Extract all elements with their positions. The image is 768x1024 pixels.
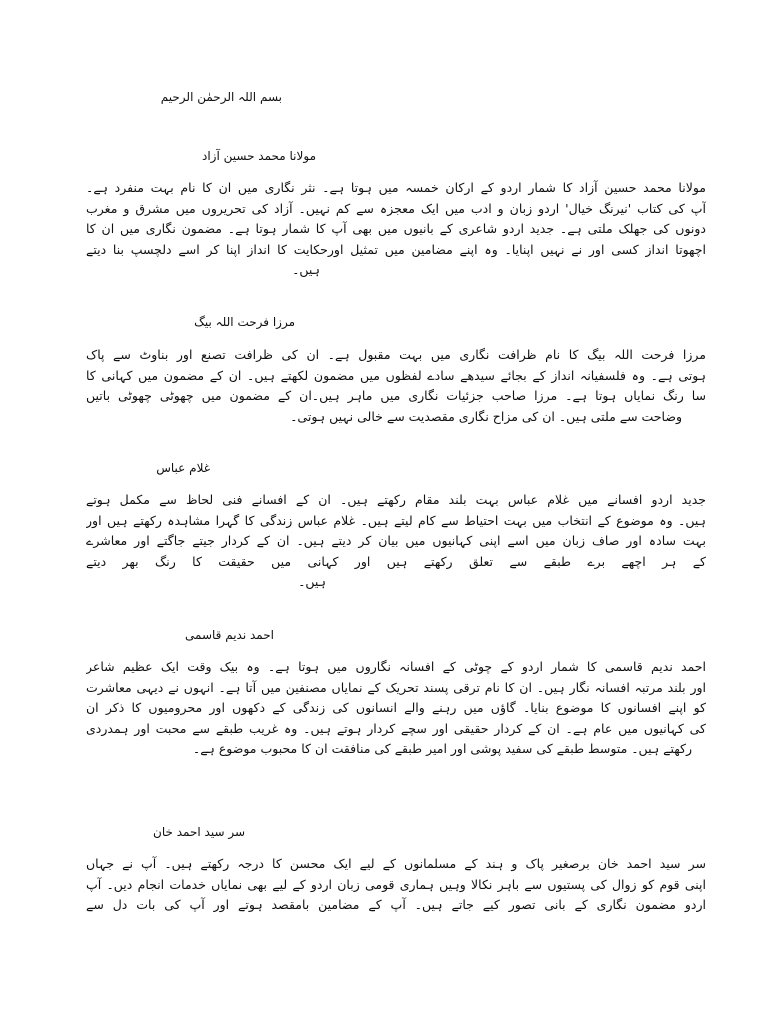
text-line: کی کہانیوں میں عام ہے۔ ان کے کردار حقیقی اور سچے کردار ہوتے ہیں۔ وہ غریب طبقے سے محبت اور ہمدردی [86,720,706,736]
section-body-abbas [86,490,706,593]
text-line: دونوں کی جھلک ملتی ہے۔ جدید اردو شاعری کے بانیوں میں بھی آپ کا شمار ہوتا ہے۔ مضمون نگاری میں ان کا [86,221,706,236]
section-title-azad: مولانا محمد حسین آزاد [201,149,316,163]
section-body-azad [86,178,706,281]
text-line: مرزا فرحت اللہ بیگ کا نام ظرافت نگاری میں بہت مقبول ہے۔ ان کی ظرافت تصنع اور بناوٹ سے پاک [86,347,706,362]
text-line: ہیں۔ [298,574,326,589]
section-title-sirsyed: سر سید احمد خان [153,825,245,839]
text-line: کو اپنے افسانوں کا موضوع بنایا۔ گاؤں میں رہنے والے انسانوں کی زندگی کے دکھوں اور محرومیوں کا ذکر ان [86,700,706,715]
section-title-abbas: غلام عباس [156,461,210,475]
text-line: اردو مضمون نگاری کے بانی تصور کیے جاتے ہیں۔ آپ کے مضامین بامقصد ہوتے اور آپ کی بات دل سے [86,897,706,912]
text-line: رکھتے ہیں۔ متوسط طبقے کی سفید پوشی اور امیر طبقے کی منافقت ان کا محبوب موضوع ہے۔ [192,741,692,756]
section-body-sirsyed [86,854,706,916]
section-title-farhat: مرزا فرحت اللہ بیگ [194,315,295,329]
text-line: کے ہر اچھے برے طبقے سے تعلق رکھتے ہیں اور کہانی میں حقیقت کا رنگ بھر دیتے [86,553,706,569]
text-line: آپ کی کتاب 'نیرنگ خیال' اردو زبان و ادب میں ایک معجزہ سے کم نہیں۔ آزاد کی تحریروں میں مشرق و مغرب [86,200,706,216]
text-line: مولانا محمد حسین آزاد کا شمار اردو کے ارکان خمسہ میں ہوتا ہے۔ نثر نگاری میں ان کا نام بہت منفرد ہے۔ [86,180,706,195]
text-line: ہیں۔ وہ موضوع کے انتخاب میں بہت احتیاط سے کام لیتے ہیں۔ غلام عباس زندگی کا گہرا مشاہدہ رکھتے ہیں اور [86,512,706,528]
text-line: ہیں۔ [292,262,320,277]
section-title-qasmi: احمد ندیم قاسمی [185,628,274,642]
text-line: اور بلند مرتبہ افسانہ نگار ہیں۔ ان کا نام ترقی پسند تحریک کے نمایاں مصنفین میں آتا ہے۔ انہوں نے دیہی معاشرت [86,679,706,695]
text-line: سا رنگ نمایاں ہوتا ہے۔ مرزا صاحب جزئیات نگاری میں ماہر ہیں۔ان کے مضمون میں چھوٹی چھوٹی باتیں [86,388,706,403]
text-line: احمد ندیم قاسمی کا شمار اردو کے چوٹی کے افسانہ نگاروں میں ہوتا ہے۔ وہ بیک وقت ایک عظیم شاعر [86,659,706,674]
text-line: بہت سادہ اور صاف زبان میں اسے اپنی کہانیوں میں بیان کر دیتے ہیں۔ ان کے کردار جیتے جاگتے اور معاشرے [86,533,706,548]
text-line: جدید اردو افسانے میں غلام عباس بہت بلند مقام رکھتے ہیں۔ ان کے افسانے فنی لحاظ سے مکمل ہوتے [86,492,706,507]
text-line: سر سید احمد خان برصغیر پاک و ہند کے مسلمانوں کے لیے ایک محسن کا درجہ رکھتے ہیں۔ آپ نے جہاں [86,856,706,871]
text-line: ہوتی ہے۔ وہ فلسفیانہ انداز کے بجائے سیدھے سادے لفظوں میں مضمون لکھتے ہیں۔ ان کے مضمون میں کہانی کا [86,367,706,383]
text-line: اپنی قوم کو زوال کی پستیوں سے باہر نکالا وہیں ہماری قومی زبان اردو کے لیے بھی نمایاں خدمات انجام دیں۔ آپ [86,876,706,892]
section-body-farhat [86,345,706,427]
bismillah-heading: بسم اللہ الرحمٰن الرحیم [160,90,282,104]
text-line: اچھوتا انداز کسی اور نے نہیں اپنایا۔ وہ اپنے مضامین میں تمثیل اورحکایت کا انداز اپنا کر اسے دلچسپ بنا دیتے [86,241,706,257]
section-body-qasmi [86,657,706,760]
text-line: وضاحت سے ملتی ہیں۔ ان کی مزاح نگاری مقصدیت سے خالی نہیں ہوتی۔ [290,408,682,424]
